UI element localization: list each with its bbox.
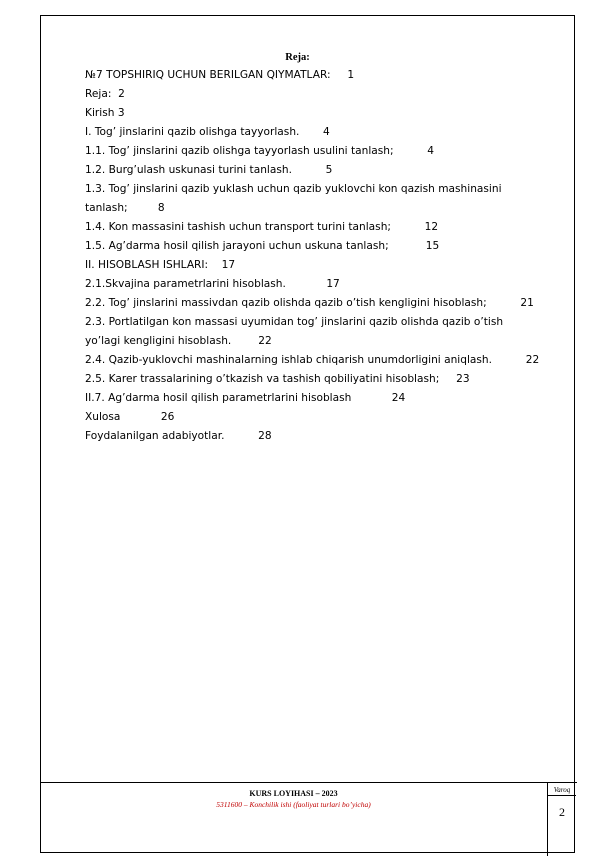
toc-entry-text: 2.2. Tog’ jinslarini massivdan qazib olishda qazib o’tish kengligini hisoblash; [85,297,487,309]
toc-entry[interactable] [85,161,540,180]
toc-entry-page: 4 [322,126,330,138]
toc-entry-gap [208,259,221,271]
toc-entry-text: Foydalanilgan adabiyotlar. [85,430,225,442]
toc-entry-gap [331,69,348,81]
toc-entry[interactable] [85,66,540,85]
toc-entry-gap [492,354,526,366]
toc-entry-text: Reja: [85,88,112,100]
toc-entry-gap [224,430,258,442]
toc-entry[interactable] [85,351,540,370]
toc-entry-page: 2 [118,88,125,100]
table-of-contents [85,66,540,446]
toc-entry-page: 17 [221,259,236,271]
toc-entry[interactable] [85,85,540,104]
toc-entry[interactable] [85,408,540,427]
toc-entry-text: I. Tog’ jinslarini qazib olishga tayyorlash. [85,126,300,138]
toc-entry-text: 1.4. Kon massasini tashish uchun transport turini tanlash; [85,221,391,233]
toc-entry[interactable] [85,142,540,161]
toc-entry-gap [351,392,391,404]
project-title: KURS LOYIHASI – 2023 [249,789,338,798]
toc-entry[interactable] [85,180,540,218]
toc-entry-page: 4 [427,145,435,157]
toc-entry-page: 28 [258,430,272,442]
title-block [40,782,577,855]
toc-entry[interactable] [85,427,540,446]
toc-entry-page: 15 [425,240,440,252]
toc-entry-text: II.7. Ag’darma hosil qilish parametrlarini hisoblash [85,392,352,404]
toc-entry-text: II. HISOBLASH ISHLARI: [85,259,209,271]
toc-entry[interactable] [85,389,540,408]
toc-entry-text: 1.2. Burg’ulash uskunasi turini tanlash. [85,164,292,176]
toc-entry-gap [487,297,521,309]
toc-entry-text: 2.4. Qazib-yuklovchi mashinalarning ishlab chiqarish unumdorligini aniqlash. [85,354,493,366]
toc-entry-gap [299,126,323,138]
toc-entry-text: 1.3. Tog’ jinslarini qazib yuklash uchun qazib yuklovchi kon qazish mashinasini tanlash; [85,183,502,214]
toc-entry-text: 1.5. Ag’darma hosil qilish jarayoni uchun uskuna tanlash; [85,240,389,252]
toc-entry-page: 22 [258,335,272,347]
toc-entry[interactable] [85,218,540,237]
page-title: Reja: [285,52,310,63]
toc-entry-page: 26 [160,411,175,423]
toc-entry[interactable] [85,275,540,294]
toc-entry[interactable] [85,237,540,256]
toc-entry[interactable] [85,123,540,142]
toc-entry[interactable] [85,104,540,123]
toc-entry-page: 17 [326,278,340,290]
toc-entry-gap [231,335,258,347]
toc-entry-text: №7 TOPSHIRIQ UCHUN BERILGAN QIYMATLAR: [85,69,331,81]
toc-entry-page: 23 [456,373,470,385]
toc-entry-gap [394,145,428,157]
toc-entry-page: 24 [391,392,406,404]
sheet-box [547,783,577,856]
toc-entry[interactable] [85,313,540,351]
toc-entry-page: 3 [117,107,125,119]
toc-entry-gap [292,164,326,176]
toc-entry-text: 2.3. Portlatilgan kon massasi uyumidan tog’ jinslarini qazib olishda qazib o’tish yo’lagi kengligini hisoblash. [85,316,504,347]
toc-entry-text: Xulosa [85,411,121,423]
toc-entry[interactable] [85,256,540,275]
toc-entry-page: 22 [525,354,540,366]
toc-entry[interactable] [85,370,540,389]
toc-entry-page: 12 [424,221,439,233]
toc-entry-gap [286,278,326,290]
toc-entry-gap [111,88,118,100]
toc-entry-gap [120,411,160,423]
toc-entry-text: 1.1. Tog’ jinslarini qazib olishga tayyorlash usulini tanlash; [85,145,394,157]
project-subtitle: 5311600 – Konchilik ishi (faoliyat turlari bo’yicha) [216,800,371,809]
toc-entry-page: 1 [347,69,355,81]
toc-entry-page: 8 [157,202,165,214]
sheet-number: 2 [559,805,565,819]
toc-entry-page: 5 [325,164,333,176]
toc-entry-gap [439,373,456,385]
toc-entry-text: 2.5. Karer trassalarining o’tkazish va tashish qobiliyatini hisoblash; [85,373,440,385]
toc-entry-gap [128,202,158,214]
toc-entry[interactable] [85,294,540,313]
toc-entry-text: Kirish [85,107,115,119]
toc-entry-text: 2.1.Skvajina parametrlarini hisoblash. [85,278,286,290]
sheet-label: Varoq [548,786,576,796]
toc-entry-gap [389,240,426,252]
toc-entry-gap [391,221,425,233]
toc-entry-page: 21 [520,297,534,309]
